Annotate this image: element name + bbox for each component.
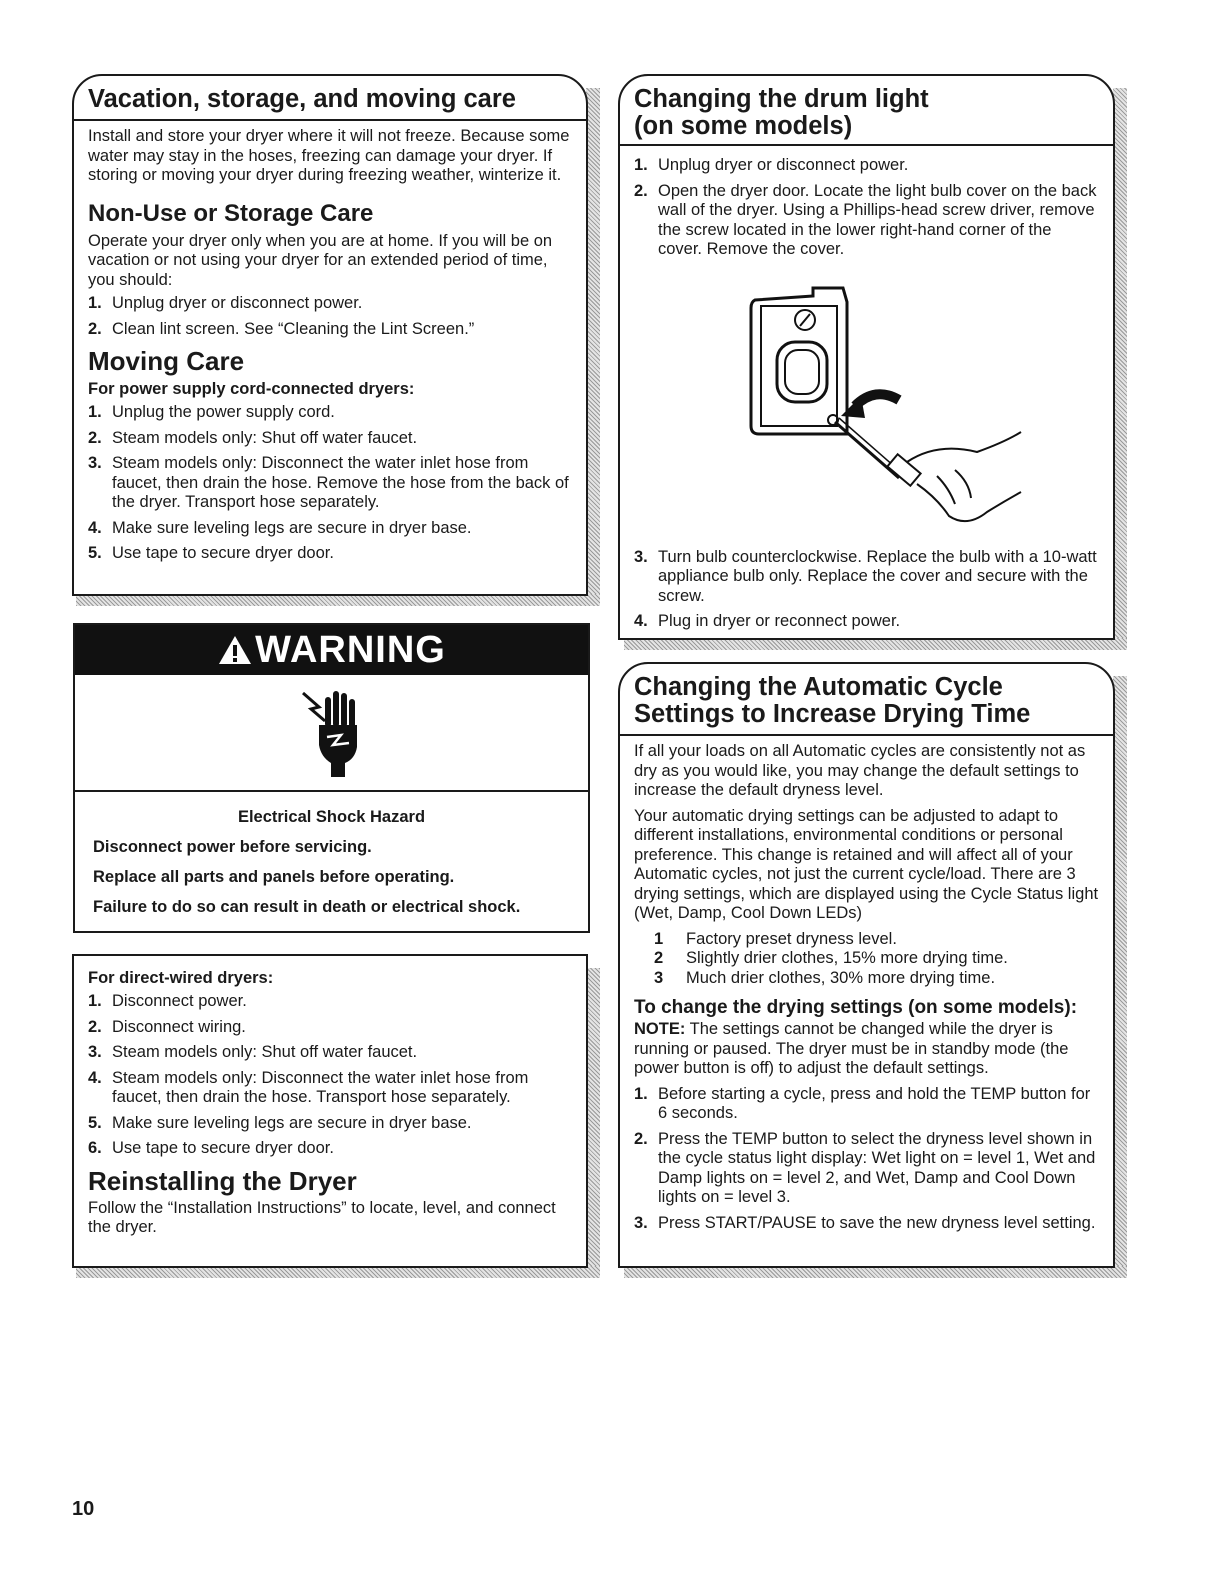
nonuse-title: Non-Use or Storage Care	[88, 199, 374, 227]
direct-wired-section	[72, 954, 588, 1268]
dryness-levels	[654, 930, 1099, 989]
cord-steps	[88, 403, 572, 564]
warning-triangle-icon	[217, 634, 253, 666]
list-item: 4. Plug in dryer or reconnect power.	[634, 612, 901, 630]
note-text: NOTE: The settings cannot be changed while the dryer is running or paused. The dryer must be in standby mode (the power button is off) to adjust the default settings.	[634, 1020, 1069, 1077]
list-item: 3. Steam models only: Shut off water faucet.	[88, 1043, 418, 1061]
list-item: 3. Press START/PAUSE to save the new dryness level setting.	[634, 1213, 1096, 1232]
list-item: 2. Steam models only: Shut off water faucet.	[88, 428, 418, 447]
list-item: 3 Much drier clothes, 30% more drying time.	[654, 968, 996, 987]
auto-p1: If all your loads on all Automatic cycles are consistently not as dry as you would like, you may change the default settings to increase the default dryness level.	[634, 742, 1086, 799]
warning-bar	[75, 625, 588, 675]
auto-p2: Your automatic drying settings can be adjusted to adapt to different installations, environmental conditions or personal preference. This change is retained and will affect all of your Automatic cycles, not just the current cycle/load. There are 3 drying settings, which are displayed using the Cycle Status light (Wet, Damp, Cool Down LEDs)	[634, 806, 1099, 922]
auto-title: Changing the Automatic Cycle Settings to Increase Drying Time	[620, 664, 1113, 736]
list-item: 3. Steam models only: Disconnect the water inlet hose from faucet, then drain the hose. Remove the hose from the back of the dryer. Transport hose separately.	[88, 454, 569, 511]
drum-steps-a	[634, 156, 1099, 260]
list-item: 2. Clean lint screen. See “Cleaning the Lint Screen.”	[88, 319, 475, 338]
list-item: 1 Factory preset dryness level.	[654, 929, 897, 948]
nonuse-steps	[88, 294, 572, 339]
warning-box	[73, 623, 590, 933]
warning-line: Disconnect power before servicing.	[93, 838, 372, 856]
nonuse-text: Operate your dryer only when you are at home. If you will be on vacation or not using your dryer for an extended period of time, you should:	[88, 231, 553, 289]
list-item: 4. Steam models only: Disconnect the water inlet hose from faucet, then drain the hose. Transport hose separately.	[88, 1068, 529, 1106]
list-item: 1. Unplug dryer or disconnect power.	[88, 294, 363, 312]
drum-light-section	[618, 74, 1115, 640]
list-item: 2. Disconnect wiring.	[88, 1017, 246, 1036]
warning-label: WARNING	[255, 628, 446, 671]
warning-line: Failure to do so can result in death or electrical shock.	[93, 898, 521, 916]
list-item: 4. Make sure leveling legs are secure in dryer base.	[88, 518, 472, 537]
warning-line: Replace all parts and panels before operating.	[93, 868, 455, 886]
vacation-intro: Install and store your dryer where it will not freeze. Because some water may stay in the hoses, freezing can damage your dryer. If storing or moving your dryer during freezing weather, winterize it.	[88, 127, 570, 184]
drum-title: Changing the drum light (on some models)	[620, 76, 1113, 146]
auto-steps	[634, 1085, 1099, 1234]
reinstall-text: Follow the “Installation Instructions” to locate, level, and connect the dryer.	[88, 1198, 556, 1236]
list-item: 3. Turn bulb counterclockwise. Replace the bulb with a 10-watt appliance bulb only. Replace the cover and secure with the screw.	[634, 547, 1097, 605]
vacation-title: Vacation, storage, and moving care	[74, 76, 586, 121]
list-item: 2. Open the dryer door. Locate the light bulb cover on the back wall of the dryer. Using a Phillips-head screw driver, remove the screw located in the lower right-hand corner of the cover. Remove the cover.	[634, 181, 1097, 258]
page-number: 10	[72, 1498, 95, 1520]
list-item: 1. Before starting a cycle, press and hold the TEMP button for 6 seconds.	[634, 1084, 1091, 1122]
direct-steps	[88, 992, 572, 1159]
vacation-section	[72, 74, 588, 596]
list-item: 1. Unplug dryer or disconnect power.	[634, 156, 909, 174]
reinstall-title: Reinstalling the Dryer	[88, 1165, 357, 1196]
drum-steps-b	[634, 548, 1099, 632]
list-item: 5. Use tape to secure dryer door.	[88, 544, 334, 562]
list-item: 1. Disconnect power.	[88, 992, 247, 1010]
electrical-shock-hand-icon	[297, 685, 367, 780]
hazard-title: Electrical Shock Hazard	[237, 808, 426, 826]
moving-title: Moving Care	[88, 346, 245, 376]
list-item: 2 Slightly drier clothes, 15% more drying time.	[654, 949, 1008, 967]
change-title: To change the drying settings (on some models):	[634, 997, 1078, 1018]
list-item: 1. Unplug the power supply cord.	[88, 403, 335, 421]
auto-cycle-section	[618, 662, 1115, 1268]
bulb-cover-illustration	[637, 266, 1097, 546]
list-item: 6. Use tape to secure dryer door.	[88, 1139, 334, 1157]
list-item: 5. Make sure leveling legs are secure in dryer base.	[88, 1113, 472, 1132]
list-item: 2. Press the TEMP button to select the dryness level shown in the cycle status light display: Wet light on = level 1, Wet and Damp lights on = level 2, and Wet, Damp and Cool Down lights on = level 3.	[634, 1129, 1096, 1206]
cord-title: For power supply cord-connected dryers:	[88, 380, 415, 398]
direct-title: For direct-wired dryers:	[88, 969, 274, 987]
